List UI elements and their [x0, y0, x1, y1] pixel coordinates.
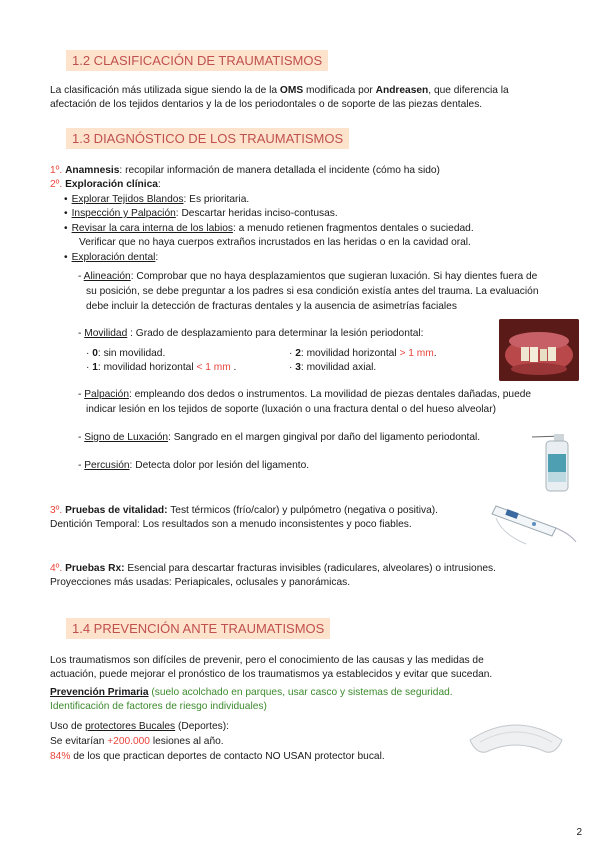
section-heading-prevencion: 1.4 PREVENCIÓN ANTE TRAUMATISMOS [66, 618, 330, 639]
proyecciones-line: Proyecciones más usadas: Periapicales, oclusales y panorámicas. [50, 577, 351, 588]
prevencion-paragraph-line1: Los traumatismos son difíciles de prevenir, pero el conocimiento de las causas y las medidas de [50, 655, 484, 666]
clasificacion-paragraph-line2: afectación de los tejidos dentarios y la de los periodontales o de soporte de las piezas dentales. [50, 99, 483, 110]
bullet-tejidos-blandos: • Explorar Tejidos Blandos: Es prioritaria. [64, 193, 249, 207]
movilidad-line: - Movilidad : Grado de desplazamiento para determinar la lesión periodontal: [78, 328, 424, 339]
prevencion-primaria-line: Prevención Primaria (suelo acolchado en parques, usar casco y sistemas de seguridad. [50, 687, 453, 698]
palpacion-line1: - Palpación: empleando dos dedos o instrumentos. La movilidad de piezas dentales dañadas, puede [78, 389, 532, 400]
protectores-line: Uso de protectores Bucales (Deportes): [50, 721, 229, 732]
movilidad-grade-1: · 1: movilidad horizontal < 1 mm . [86, 362, 237, 373]
luxacion-line: - Signo de Luxación: Sangrado en el margen gingival por daño del ligamento periodontal. [78, 432, 481, 443]
alineacion-line3: debe incluir la detección de fracturas dentales y la ausencia de asimetrías faciales [86, 301, 457, 312]
section-heading-clasificacion: 1.2 CLASIFICACIÓN DE TRAUMATISMOS [66, 50, 328, 71]
exploracion-clinica-line: 2º. Exploración clínica: [50, 179, 161, 190]
movilidad-grade-2: · 2: movilidad horizontal > 1 mm. [289, 348, 437, 359]
palpacion-line2: indicar lesión en los tejidos de soporte (luxación o una fractura dental o del hueso alveolar) [86, 404, 497, 415]
clasificacion-paragraph-line1: La clasificación más utilizada sigue siendo la de la OMS modificada por Andreasen, que diferencia la [50, 85, 509, 96]
alineacion-line2: su posición, se debe preguntar a los padres si esa condición existía antes del trauma. La evaluación [86, 286, 539, 297]
pulpometer-image [486, 498, 580, 550]
mouthguard-image [464, 714, 568, 762]
page-number: 2 [576, 827, 582, 838]
anamnesis-line: 1º. Anamnesis: recopilar información de manera detallada el incidente (cómo ha sido) [50, 165, 440, 176]
vitalidad-line: 3º. Pruebas de vitalidad: Test térmicos (frío/calor) y pulpómetro (negativa o positiva). [50, 505, 438, 516]
movilidad-grade-0: · 0: sin movilidad. [86, 348, 166, 359]
lesiones-line: Se evitarían +200.000 lesiones al año. [50, 736, 224, 747]
spray-can-image [532, 432, 582, 492]
bullet-labios-line2: Verificar que no haya cuerpos extraños incrustados en las heridas o en la cavidad oral. [79, 237, 471, 248]
rx-line: 4º. Pruebas Rx: Esencial para descartar fracturas invisibles (radiculares, alveolares) o intrusiones. [50, 563, 496, 574]
bullet-inspeccion: • Inspección y Palpación: Descartar heridas inciso-contusas. [64, 207, 338, 221]
mouth-trauma-photo [499, 319, 579, 381]
porcentaje-line: 84% de los que practican deportes de contacto NO USAN protector bucal. [50, 751, 385, 762]
alineacion-line1: - Alineación: Comprobar que no haya desplazamientos que sugieran luxación. Si hay dientes fuera de [78, 271, 538, 282]
bullet-exploracion-dental: • Exploración dental: [64, 251, 158, 265]
bullet-labios: • Revisar la cara interna de los labios: a menudo retienen fragmentos dentales o suciedad. [64, 222, 474, 236]
percusion-line: - Percusión: Detecta dolor por lesión del ligamento. [78, 460, 310, 471]
prevencion-paragraph-line2: actuación, puede mejorar el pronóstico de los traumatismos ya establecidos y evitar que sucedan. [50, 669, 493, 680]
denticion-line: Dentición Temporal: Los resultados son a menudo inconsistentes y poco fiables. [50, 519, 412, 530]
movilidad-grade-3: · 3: movilidad axial. [289, 362, 377, 373]
prevencion-primaria-line2: Identificación de factores de riesgo individuales) [50, 701, 267, 712]
section-heading-diagnostico: 1.3 DIAGNÓSTICO DE LOS TRAUMATISMOS [66, 128, 349, 149]
